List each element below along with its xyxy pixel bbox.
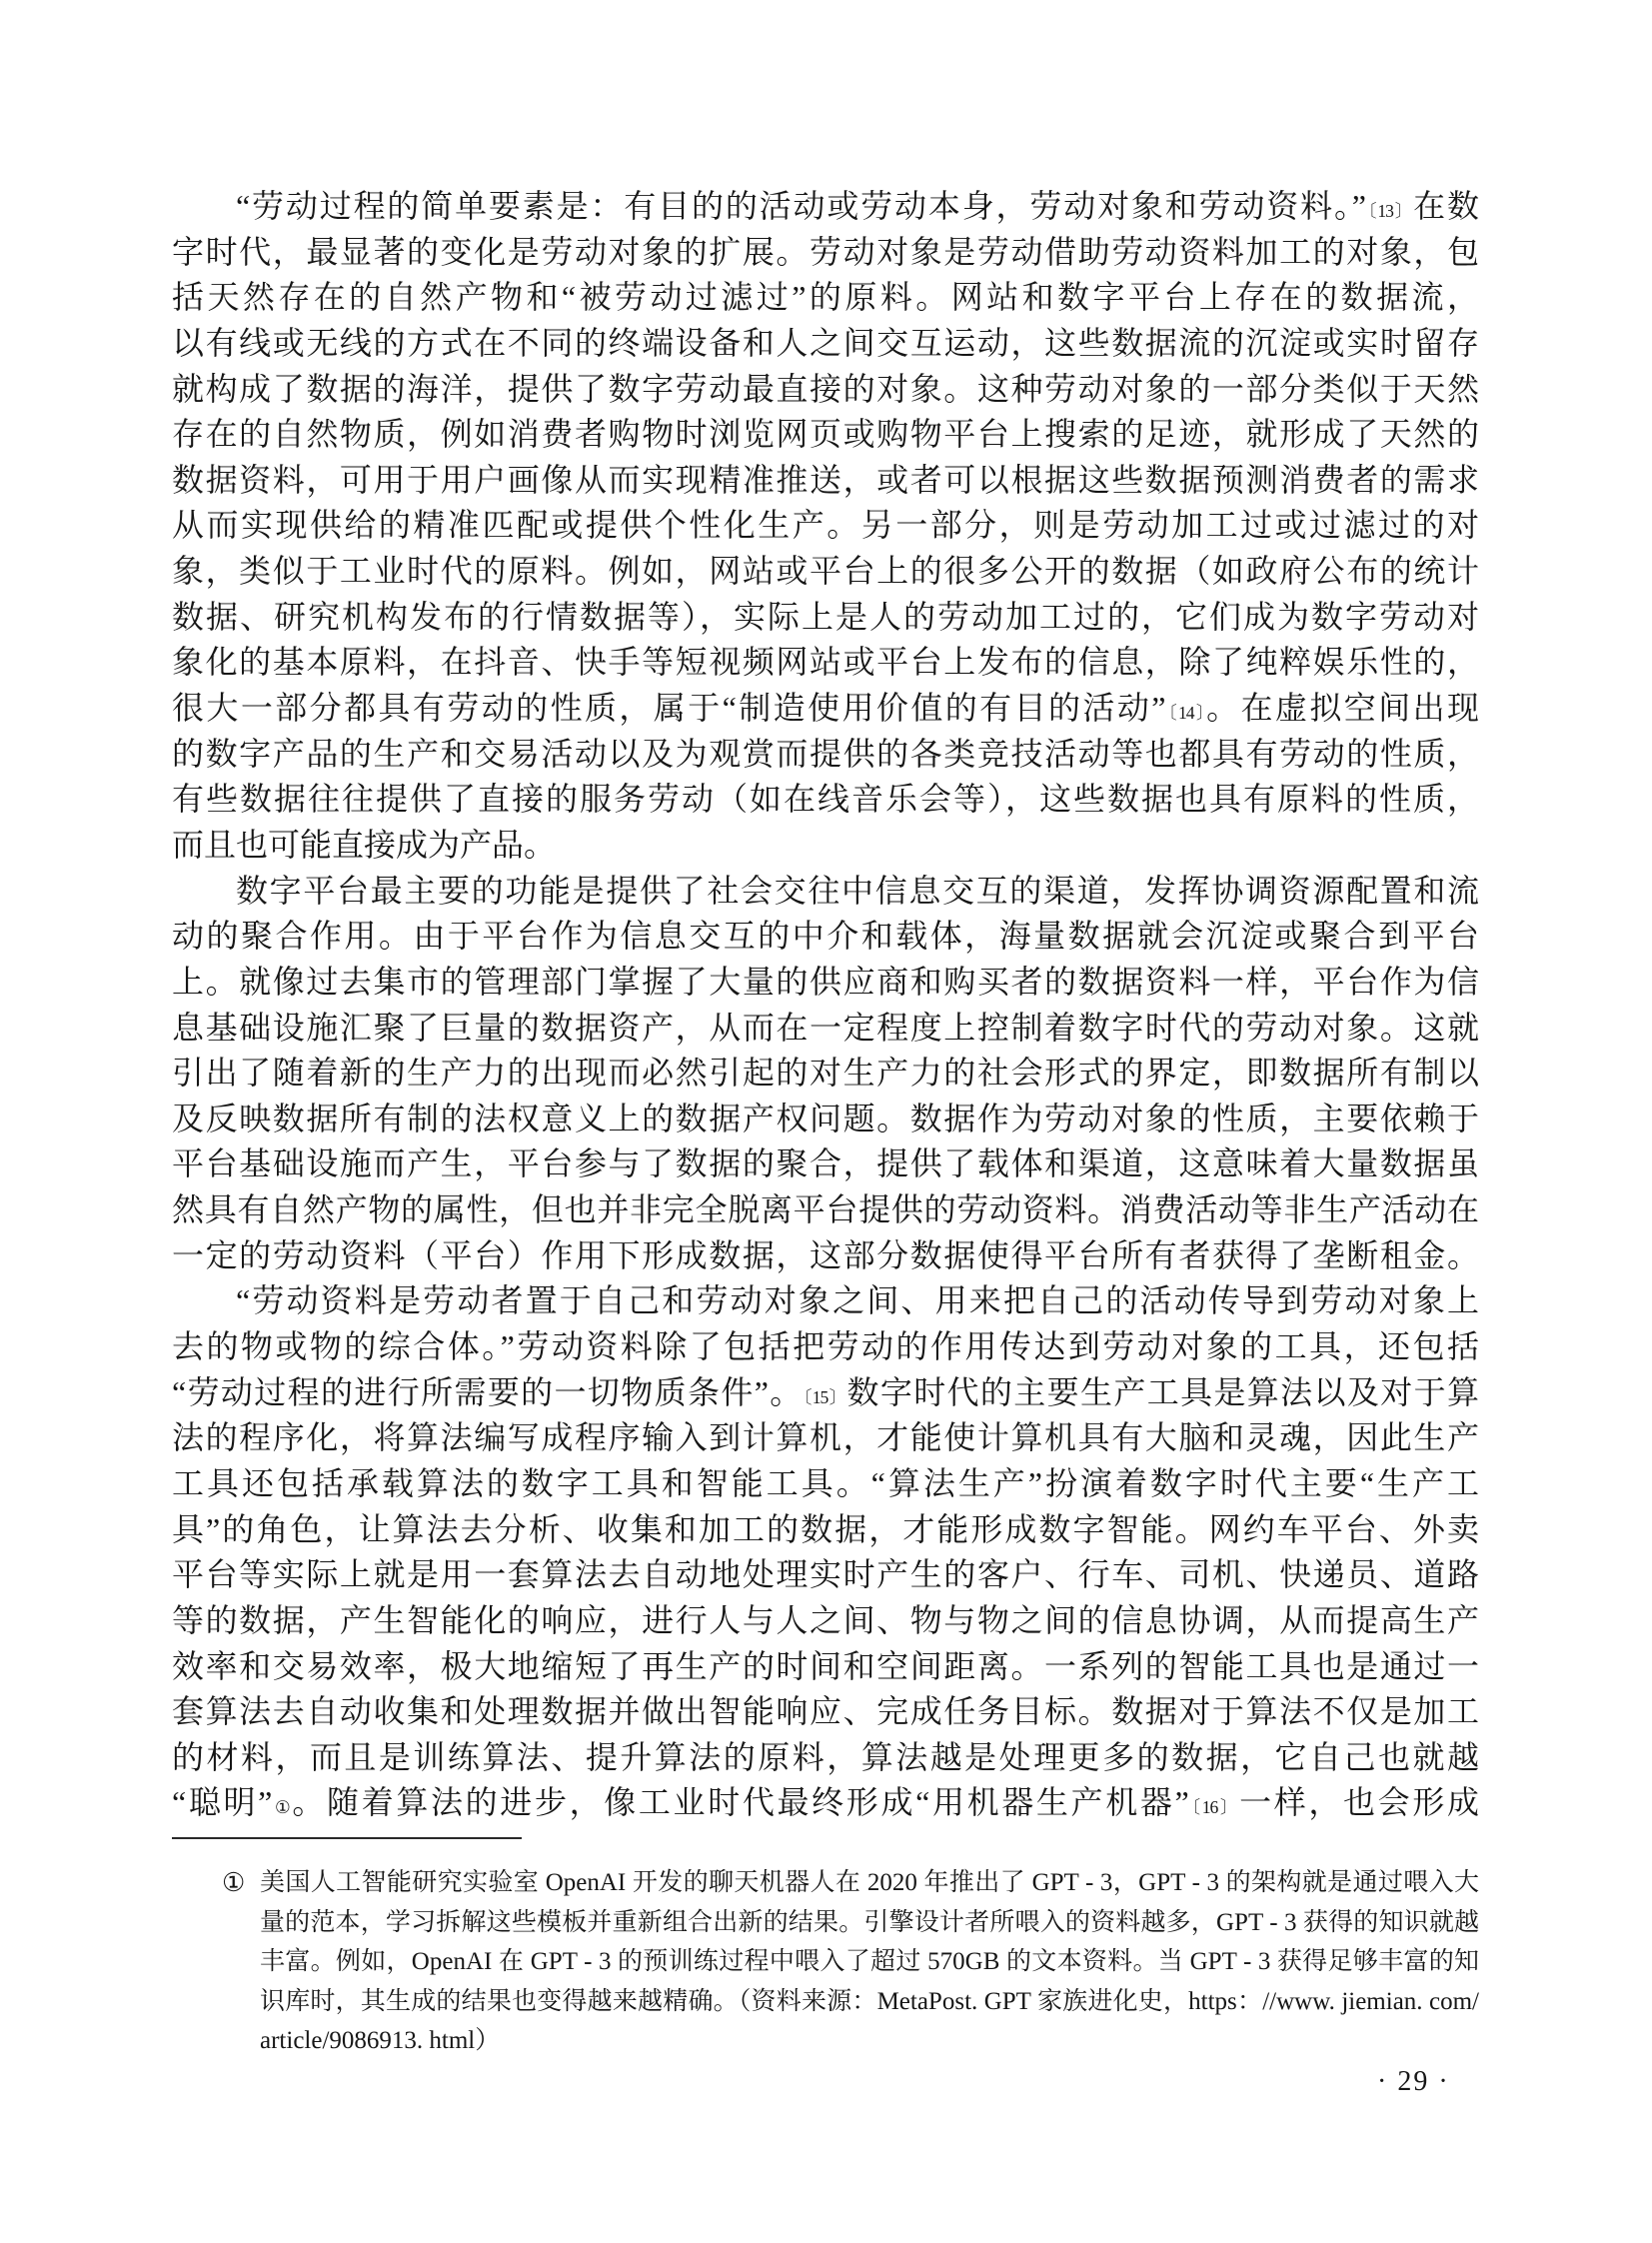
text-line: 效率和交易效率，极大地缩短了再生产的时间和空间距离。一系列的智能工具也是通过一 (172, 1647, 1479, 1684)
reference-superscript: 〔13〕 (1366, 201, 1414, 221)
text-line: 字时代，最显著的变化是劳动对象的扩展。劳动对象是劳动借助劳动资料加工的对象，包 (172, 233, 1479, 270)
page-number: · 29 · (1377, 2066, 1450, 2097)
text-line: 上。就像过去集市的管理部门掌握了大量的供应商和购买者的数据资料一样，平台作为信 (172, 963, 1479, 1000)
reference-superscript: 〔16〕 (1188, 1797, 1240, 1818)
text-line: 的材料，而且是训练算法、提升算法的原料，算法越是处理更多的数据，它自己也就越 (172, 1738, 1479, 1775)
text-line: 数字平台最主要的功能是提供了社会交往中信息交互的渠道，发挥协调资源配置和流 (236, 872, 1479, 909)
text-line: 法的程序化，将算法编写成程序输入到计算机，才能使计算机具有大脑和灵魂，因此生产 (172, 1419, 1479, 1456)
text-line: 而且也可能直接成为产品。 (172, 826, 557, 863)
text-line: 存在的自然物质，例如消费者购物时浏览网页或购物平台上搜索的足迹，就形成了天然的 (172, 416, 1479, 453)
text-line: 平台基础设施而产生，平台参与了数据的聚合，提供了载体和渠道，这意味着大量数据虽 (172, 1145, 1479, 1182)
footnote (222, 1863, 1479, 2061)
text-line: 数据、研究机构发布的行情数据等），实际上是人的劳动加工过的，它们成为数字劳动对 (172, 598, 1479, 635)
text-line: 动的聚合作用。由于平台作为信息交互的中介和载体，海量数据就会沉淀或聚合到平台 (172, 918, 1479, 955)
reference-superscript: 〔15〕 (803, 1386, 847, 1407)
footnote-separator (172, 1837, 522, 1839)
footnote-line: 识库时，其生成的结果也变得越来越精确。（资料来源：MetaPost. GPT 家族进化史，https：//www. jiemian. com/ (260, 1987, 1479, 2015)
footnote-line: article/9086913. html） (260, 2027, 501, 2054)
text-line: 去的物或物的综合体。”劳动资料除了包括把劳动的作用传达到劳动对象的工具，还包括 (172, 1328, 1479, 1365)
text-line: 套算法去自动收集和处理数据并做出智能响应、完成任务目标。数据对于算法不仅是加工 (172, 1693, 1479, 1730)
text-line: “劳动过程的进行所需要的一切物质条件”。$^{〔15〕}$数字时代的主要生产工具是算法以及对于算 (172, 1373, 1479, 1410)
text-line: “劳动过程的简单要素是：有目的的活动或劳动本身，劳动对象和劳动资料。”$^{〔13〕}$在数 (236, 188, 1479, 224)
reference-superscript: ① (272, 1797, 293, 1818)
text-line: “劳动资料是劳动者置于自己和劳动对象之间、用来把自己的活动传导到劳动对象上 (236, 1282, 1479, 1319)
text-line: 引出了随着新的生产力的出现而必然引起的对生产力的社会形式的界定，即数据所有制以 (172, 1055, 1479, 1092)
text-line: 息基础设施汇聚了巨量的数据资产，从而在一定程度上控制着数字时代的劳动对象。这就 (172, 1009, 1479, 1046)
text-line: 象，类似于工业时代的原料。例如，网站或平台上的很多公开的数据（如政府公布的统计 (172, 553, 1479, 590)
text-line: 括天然存在的自然产物和“被劳动过滤过”的原料。网站和数字平台上存在的数据流， (172, 279, 1479, 316)
text-line: 具”的角色，让算法去分析、收集和加工的数据，才能形成数字智能。网约车平台、外卖 (172, 1510, 1479, 1547)
text-line: 然具有自然产物的属性，但也并非完全脱离平台提供的劳动资料。消费活动等非生产活动在 (172, 1191, 1479, 1228)
text-line: 就构成了数据的海洋，提供了数字劳动最直接的对象。这种劳动对象的一部分类似于天然 (172, 370, 1479, 407)
footnote-line: 美国人工智能研究实验室 OpenAI 开发的聊天机器人在 2020 年推出了 GPT - 3，GPT - 3 的架构就是通过喂入大 (260, 1869, 1479, 1896)
reference-superscript: 〔14〕 (1165, 703, 1207, 724)
footnote-line: 量的范本，学习拆解这些模板并重新组合出新的结果。引擎设计者所喂入的资料越多，GPT - 3 获得的知识就越 (260, 1908, 1479, 1936)
body-text (172, 184, 1479, 1826)
text-line: 一定的劳动资料（平台）作用下形成数据，这部分数据使得平台所有者获得了垄断租金。 (172, 1236, 1479, 1273)
footnote-lines (260, 1863, 1479, 2061)
text-line: 的数字产品的生产和交易活动以及为观赏而提供的各类竞技活动等也都具有劳动的性质， (172, 735, 1479, 772)
text-line: 等的数据，产生智能化的响应，进行人与人之间、物与物之间的信息协调，从而提高生产 (172, 1601, 1479, 1638)
text-line: 有些数据往往提供了直接的服务劳动（如在线音乐会等），这些数据也具有原料的性质， (172, 781, 1479, 818)
text-line: 很大一部分都具有劳动的性质，属于“制造使用价值的有目的活动”$^{〔14〕}$。在虚拟空间出现 (172, 690, 1479, 727)
text-line: 数据资料，可用于用户画像从而实现精准推送，或者可以根据这些数据预测消费者的需求 (172, 461, 1479, 498)
text-line: 以有线或无线的方式在不同的终端设备和人之间交互运动，这些数据流的沉淀或实时留存 (172, 324, 1479, 361)
footnote-line: 丰富。例如，OpenAI 在 GPT - 3 的预训练过程中喂入了超过 570GB 的文本资料。当 GPT - 3 获得足够丰富的知 (260, 1948, 1479, 1975)
text-line: 平台等实际上就是用一套算法去自动地处理实时产生的客户、行车、司机、快递员、道路 (172, 1556, 1479, 1593)
text-line: 工具还包括承载算法的数字工具和智能工具。“算法生产”扮演着数字时代主要“生产工 (172, 1464, 1479, 1501)
text-line: 从而实现供给的精准匹配或提供个性化生产。另一部分，则是劳动加工过或过滤过的对 (172, 507, 1479, 544)
text-line: 象化的基本原料，在抖音、快手等短视频网站或平台上发布的信息，除了纯粹娱乐性的， (172, 644, 1479, 681)
footnote-marker: ① (222, 1868, 246, 1897)
text-line: “聪明”①。随着算法的进步，像工业时代最终形成“用机器生产机器”$^{〔16〕}$一样，也会形成 (172, 1784, 1479, 1821)
text-line: 及反映数据所有制的法权意义上的数据产权问题。数据作为劳动对象的性质，主要依赖于 (172, 1100, 1479, 1136)
